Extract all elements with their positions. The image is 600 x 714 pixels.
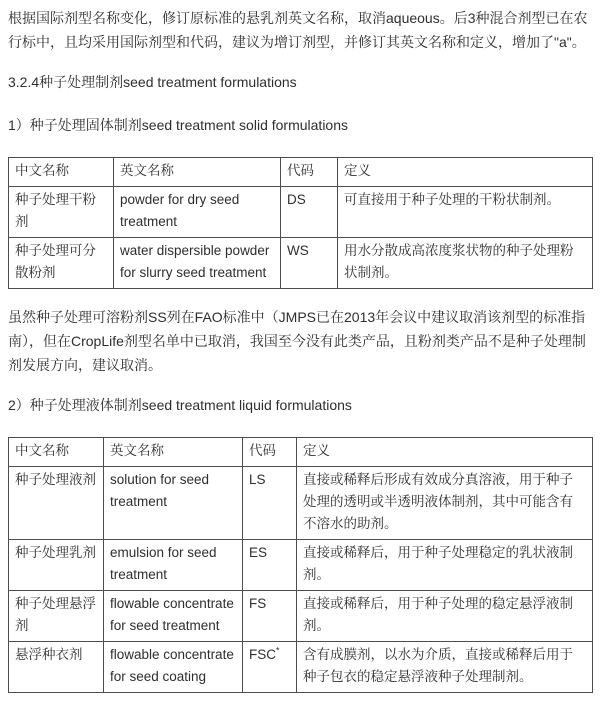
subsection-heading-liquid: 2）种子处理液体制剂seed treatment liquid formulations (8, 397, 352, 413)
table-header-row (9, 158, 593, 187)
liquid-formulations-table (8, 437, 593, 693)
header-code: 代码 (243, 438, 297, 467)
table-row (9, 591, 593, 642)
cell-cn-name: 种子处理液剂 (9, 467, 104, 540)
cell-en-name: solution for seed treatment (104, 467, 243, 540)
cell-code (243, 591, 297, 642)
cell-definition: 可直接用于种子处理的干粉状制剂。 (338, 187, 593, 238)
cell-en-name: powder for dry seed treatment (114, 187, 281, 238)
solid-formulations-table (8, 157, 593, 289)
cell-en-name: flowable concentrate for seed coating (104, 642, 243, 693)
intro-paragraph: 根据国际剂型名称变化，修订原标准的悬乳剂英文名称，取消aqueous。后3种混合剂型已在农行标中，且均采用国际剂型和代码，建议为增订剂型，并修订其英文名称和定义，增加了"a"。 (8, 10, 588, 50)
commentary-paragraph: 虽然种子处理可溶粉剂SS列在FAO标准中（JMPS已在2013年会议中建议取消该剂型的标准指南），但在CropLife剂型名单中已取消，我国至今没有此类产品，且粉剂类产品不是种子处理制剂发展方向，建议取消。 (8, 309, 586, 373)
header-en-name: 英文名称 (104, 438, 243, 467)
header-definition: 定义 (297, 438, 593, 467)
header-code: 代码 (281, 158, 338, 187)
table-row (9, 642, 593, 693)
cell-code: DS (281, 187, 338, 238)
table-row (9, 238, 593, 289)
table-header-row (9, 438, 593, 467)
code-text: FSC (249, 647, 276, 662)
code-text: ES (249, 545, 268, 560)
cell-code (243, 540, 297, 591)
cell-cn-name: 种子处理可分散粉剂 (9, 238, 114, 289)
code-text: LS (249, 472, 266, 487)
cell-cn-name: 种子处理悬浮剂 (9, 591, 104, 642)
cell-definition: 含有成膜剂，以水为介质，直接或稀释后用于种子包衣的稳定悬浮液种子处理制剂。 (297, 642, 593, 693)
cell-definition: 用水分散成高浓度浆状物的种子处理粉状制剂。 (338, 238, 593, 289)
cell-code (243, 642, 297, 693)
cell-en-name: emulsion for seed treatment (104, 540, 243, 591)
cell-cn-name: 种子处理乳剂 (9, 540, 104, 591)
cell-definition: 直接或稀释后形成有效成分真溶液，用于种子处理的透明或半透明液体制剂，其中可能含有不溶水的助剂。 (297, 467, 593, 540)
section-heading-3-2-4: 3.2.4种子处理制剂seed treatment formulations (8, 74, 297, 90)
header-cn-name: 中文名称 (9, 438, 104, 467)
table-row (9, 187, 593, 238)
cell-definition: 直接或稀释后，用于种子处理的稳定悬浮液制剂。 (297, 591, 593, 642)
cell-cn-name: 种子处理干粉剂 (9, 187, 114, 238)
table-row (9, 540, 593, 591)
cell-cn-name: 悬浮种衣剂 (9, 642, 104, 693)
cell-definition: 直接或稀释后，用于种子处理稳定的乳状液制剂。 (297, 540, 593, 591)
cell-en-name: water dispersible powder for slurry seed treatment (114, 238, 281, 289)
cell-code (243, 467, 297, 540)
subsection-heading-solid: 1）种子处理固体制剂seed treatment solid formulations (8, 117, 348, 133)
code-text: FS (249, 596, 267, 611)
header-en-name: 英文名称 (114, 158, 281, 187)
code-footnote-marker: * (276, 645, 280, 656)
header-definition: 定义 (338, 158, 593, 187)
cell-en-name: flowable concentrate for seed treatment (104, 591, 243, 642)
table-row (9, 467, 593, 540)
cell-code: WS (281, 238, 338, 289)
header-cn-name: 中文名称 (9, 158, 114, 187)
